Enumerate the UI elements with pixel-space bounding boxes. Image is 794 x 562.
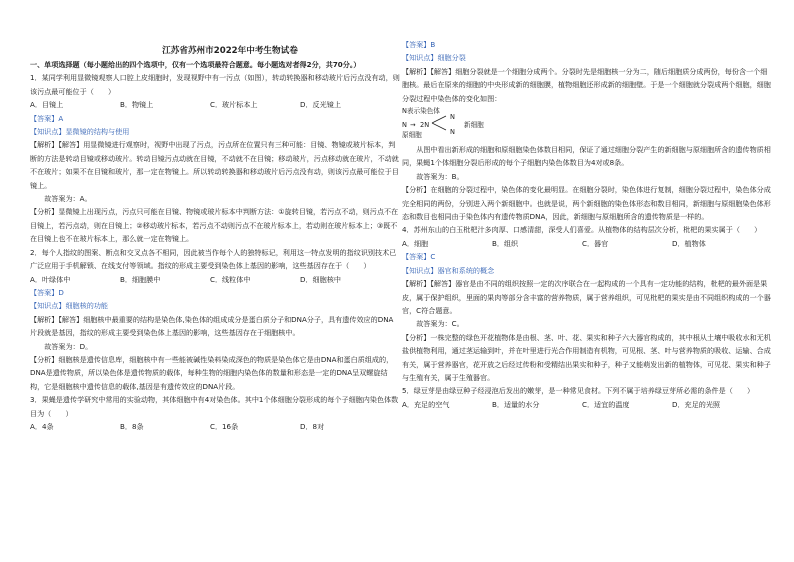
analysis: 【分析】在细胞的分裂过程中，染色体的变化最明显。在细胞分裂时，染色体进行复制，细胞分裂过程中，染色体分成完全相同的两份，分别进入两个新细胞中。也就是说，两个新细胞的染色体形态和数目相同，新细胞与原细胞染色体形态和数目也相同由于染色体内有遗传物质DNA，因此，新细胞与原细胞所含的遗传物质是一样的。 — [402, 185, 771, 222]
option-a: A．充足的空气 — [402, 399, 450, 409]
diagram-label-new: 新细胞 — [464, 121, 484, 130]
question-1-stem: 1．某同学利用显微镜观察人口腔上皮细胞时，发现视野中有一污点（如图），转动转换器和移动玻片后污点没有动，则该污点最可能位于（ ） — [30, 73, 400, 96]
diagram-2n: 2N — [420, 121, 430, 130]
answer-label: 【答案】C — [402, 252, 436, 262]
question-5-options — [402, 398, 772, 411]
question-3-options — [30, 420, 400, 433]
left-column — [30, 0, 400, 433]
question-5-stem: 5．绿豆芽是由绿豆种子经浸泡后发出的嫩芽，是一种常见食材。下列不属于培养绿豆芽所必需的条件是（ ） — [402, 386, 755, 396]
question-4-options — [402, 237, 772, 250]
option-b: B．物镜上 — [120, 100, 154, 110]
analysis: 【分析】显微镜上出现污点，污点只可能在目镜、物镜或玻片标本中判断方法：①旋转目镜，若污点不动，则污点不在目镜上，若污点动，则在目镜上；②移动玻片标本，若污点不动则污点不在玻片标本上，若动则在玻片标本上；③既不在目镜上也不在玻片标本上，那么就一定在物镜上。 — [30, 207, 399, 244]
section-heading: 一、单项选择题（每小题给出的四个选项中，仅有一个选项最符合题意。每小题选对者得2分，共70分。） — [30, 60, 361, 69]
diagram-n-mother: N — [402, 121, 407, 130]
explanation: 【解析】【解答】细胞核中最重要的结构是染色体,染色体的组成成分是蛋白质分子和DNA分子，具有遗传效应的DNA片段就是基因，指纹的形成主要受到染色体上基因的影响，这些基因存在于细胞核中。 — [30, 314, 394, 338]
diagram-caption: N表示染色体 — [402, 107, 440, 116]
option-a: A．细胞 — [402, 238, 429, 248]
selected-answer: 故答案为：D。 — [44, 341, 93, 351]
selected-answer: 故答案为：A。 — [44, 194, 92, 204]
option-a: A．叶绿体中 — [30, 274, 71, 284]
explanation: 【解析】【解答】用显微镜进行观察时，视野中出现了污点，污点所在位置只有三种可能：目镜、物镜或玻片标本，判断的方法是转动目镜或移动玻片。转动目镜污点动就在目镜，不动就不在目镜；移动玻片，污点移动就在玻片，不动就不在玻片；如果不在目镜和玻片，那一定在物镜上。所以转动转换器和移动玻片后污点没有动，则该污点最可能位于目镜上。 — [30, 140, 399, 190]
option-d: D．反光镜上 — [300, 100, 341, 110]
answer-label: 【答案】D — [30, 287, 64, 297]
analysis: 【分析】细胞核是遗传信息库，细胞核中有一些能被碱性染料染成深色的物质是染色体它是由DNA和蛋白质组成的，DNA是遗传物质，所以染色体是遗传物质的载体，每种生物的细胞内染色体的数量和形态是一定的DNA呈双螺旋结构，它是细胞核中遗传信息的载体,基因是有遗传效应的DNA片段。 — [30, 354, 394, 391]
diagram-n-down: N — [450, 128, 455, 137]
answer-label: 【答案】B — [402, 40, 436, 49]
option-c: C．线粒体中 — [210, 274, 251, 284]
option-d: D．8对 — [300, 421, 325, 431]
diagram-n-up: N — [450, 113, 455, 122]
option-a: A．4条 — [30, 421, 54, 431]
question-2-options — [30, 273, 400, 286]
right-column — [402, 38, 772, 411]
question-2-stem: 2．每个人指纹的图案、断点和交叉点各不相同，因此被当作每个人的独特标记，利用这一特点发明的指纹识别技术已广泛应用于手机解锁、在线支付等领域。指纹的形成主要受到染色体上基因的影响，这些基因存在于（ ） — [30, 247, 397, 271]
option-b: B．8条 — [120, 421, 144, 431]
option-b: B．适量的水分 — [492, 399, 540, 409]
question-4-stem: 4．苏州东山的白玉枇杷汁多肉厚、口感清甜，深受人们喜爱。从植物体的结构层次分析，枇杷的果实属于（ ） — [402, 225, 762, 235]
knowledge-point: 【知识点】细胞分裂 — [402, 53, 466, 63]
option-b: B．细胞膜中 — [120, 274, 161, 284]
option-c: C．适宜的温度 — [582, 399, 630, 409]
selected-answer: 故答案为：C。 — [416, 319, 464, 329]
arrow-icon: → — [410, 121, 416, 130]
split-arrows-icon — [430, 113, 450, 138]
option-c: C．器官 — [582, 238, 609, 248]
option-d: D．细胞核中 — [300, 274, 341, 284]
option-a: A．目镜上 — [30, 100, 64, 110]
chromosome-diagram — [402, 107, 772, 141]
knowledge-point: 【知识点】器官和系统的概念 — [402, 265, 495, 275]
page-title: 江苏省苏州市2022年中考生物试卷 — [162, 46, 298, 56]
analysis: 【分析】一株完整的绿色开花植物体是由根、茎、叶、花、果实和种子六大器官构成的，其中根从土壤中吸收水和无机盐供植物利用，通过茎运输到叶，并在叶里进行光合作用制造有机物，可见根、茎、叶与营养物质的吸收、运输、合成有关，属于营养器官，花开放之后经过传粉和受精结出果实和种子，种子又能萌发出新的植物体，可见花、果实和种子与生殖有关，属于生殖器官。 — [402, 332, 771, 382]
answer-label: 【答案】A — [30, 113, 64, 123]
explanation: 【解析】【解答】细胞分裂就是一个细胞分成两个。分裂时先是细胞核一分为二，随后细胞质分成两份，每份含一个细胞核。最后在原来的细胞的中央形成新的细胞膜，植物细胞还形成新的细胞壁。于是一个细胞就分裂成两个细胞，细胞分裂过程中染色体的变化如图： — [402, 66, 771, 103]
explanation-continued: 从图中看出新形成的细胞和原细胞染色体数目相同，保证了通过细胞分裂产生的新细胞与原细胞所含的遗传物质相同，果蝇1个体细胞分裂后形成的每个子细胞内染色体数目为4对或8条。 — [402, 145, 771, 168]
knowledge-point: 【知识点】显微镜的结构与使用 — [30, 127, 130, 137]
question-1-options — [30, 98, 400, 111]
option-b: B．组织 — [492, 238, 519, 248]
option-d: D．充足的光照 — [672, 399, 721, 409]
diagram-label-mother: 原细胞 — [402, 131, 422, 140]
knowledge-point: 【知识点】细胞核的功能 — [30, 301, 109, 311]
option-c: C．16条 — [210, 421, 239, 431]
option-d: D．植物体 — [672, 238, 706, 248]
selected-answer: 故答案为：B。 — [416, 171, 464, 181]
explanation: 【解析】【解答】器官是由不同的组织按照一定的次序联合在一起构成的一个具有一定功能的结构，枇杷的最外面是果皮，属于保护组织，里面的果肉等部分含丰富的营养物质，属于营养组织，可见枇杷的果实是由不同组织构成的一个器官，C符合题意。 — [402, 279, 771, 315]
option-c: C．玻片标本上 — [210, 100, 258, 110]
question-3-stem: 3．果蝇是遗传学研究中常用的实验动物，其体细胞中有4对染色体。其中1个体细胞分裂形成的每个子细胞内染色体数目为（ ） — [30, 395, 399, 418]
